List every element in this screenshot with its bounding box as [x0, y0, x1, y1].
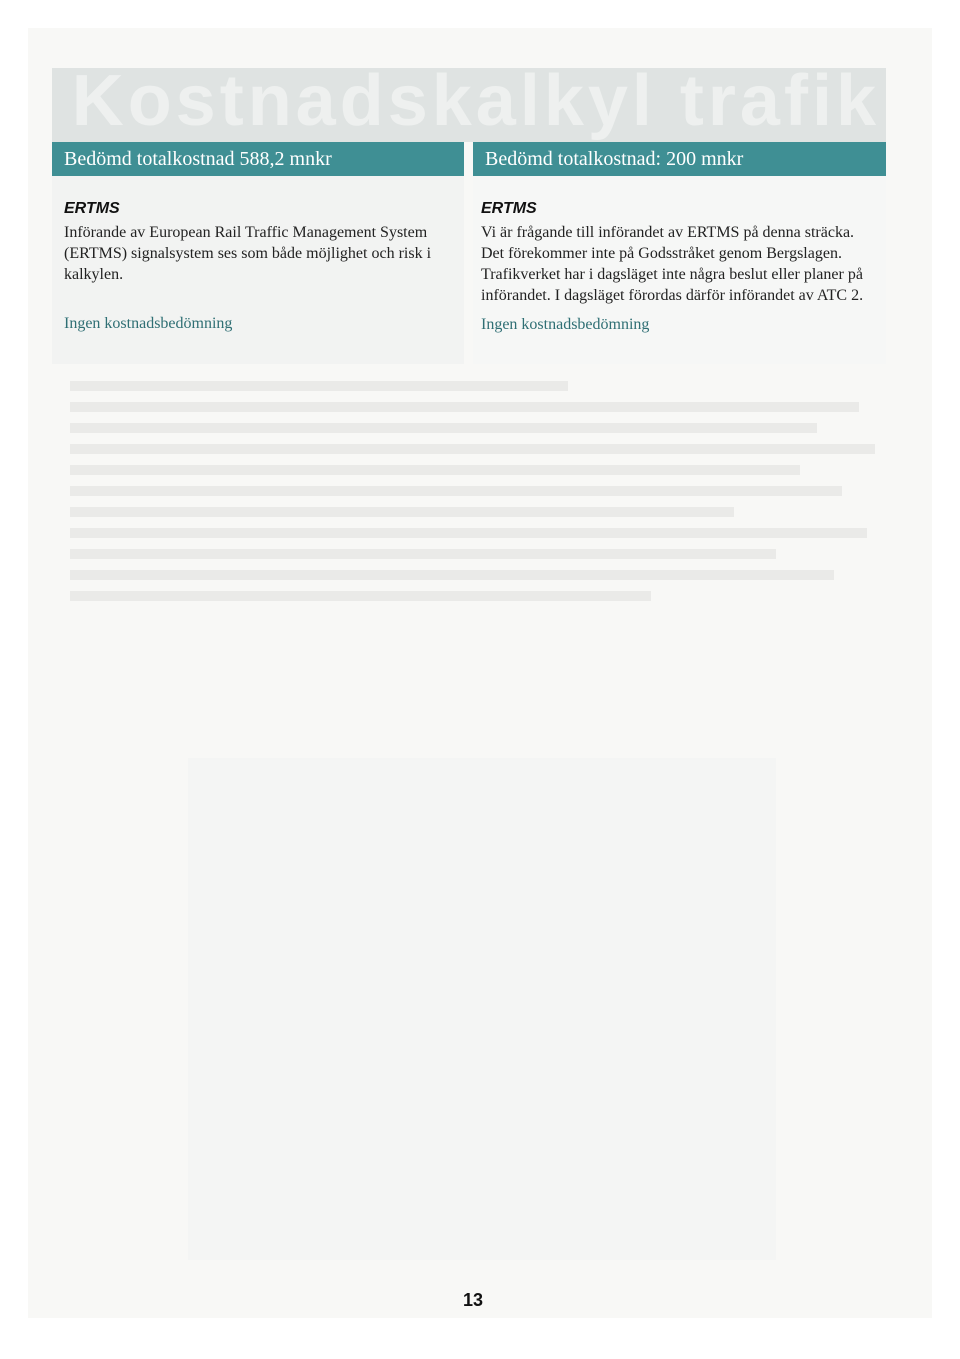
- faded-photo: [188, 758, 776, 1260]
- left-body-text: Införande av European Rail Traffic Management System (ERTMS) signalsystem ses som både möjlighet och risk i kalkylen.: [64, 224, 432, 283]
- page-number: 13: [462, 1290, 484, 1310]
- left-column-header: Bedömd totalkostnad 588,2 mnkr: [52, 142, 464, 176]
- left-column: [52, 142, 464, 364]
- right-column-header: Bedömd totalkostnad: 200 mnkr: [473, 142, 886, 176]
- left-column-body: [52, 176, 464, 333]
- left-cost-note: Ingen kostnadsbedömning: [64, 315, 233, 332]
- right-column-body: [473, 176, 886, 334]
- faded-background-text: [70, 370, 900, 700]
- right-body-text: Vi är frågande till införandet av ERTMS på denna sträcka. Det förekommer inte på Godsstråket genom Bergslagen. Trafikverket har i dagsläget inte några beslut eller planer på införandet. I dagsläget förordas därför införandet av ATC 2.: [481, 224, 864, 304]
- right-column: [473, 142, 886, 364]
- right-cost-note: Ingen kostnadsbedömning: [481, 316, 650, 333]
- banner-title: Kostnadskalkyl trafik: [71, 68, 880, 141]
- banner: [52, 68, 886, 142]
- right-subheading: ERTMS: [481, 200, 537, 217]
- left-subheading: ERTMS: [64, 200, 120, 217]
